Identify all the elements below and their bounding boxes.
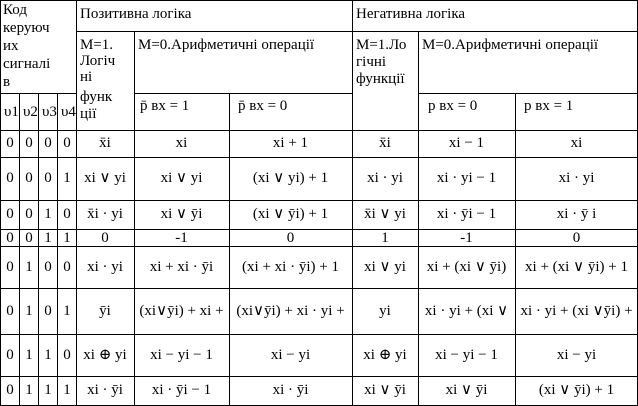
code-cell: 1 bbox=[63, 230, 71, 246]
v1-header: υ1 bbox=[4, 104, 19, 120]
formula-cell: xi ∨ ȳi bbox=[364, 382, 406, 398]
code-cell: 0 bbox=[6, 302, 14, 319]
codes-header-line-3: их bbox=[3, 38, 19, 54]
neg-p1-header: p вх = 1 bbox=[524, 98, 574, 114]
formula-cell: xi + 1 bbox=[272, 135, 309, 151]
pos-m1-line-4: функ bbox=[80, 89, 113, 105]
formula-cell: x̄i · yi bbox=[87, 206, 123, 222]
formula-cell: x̄i bbox=[379, 135, 391, 151]
code-cell: 0 bbox=[44, 258, 52, 275]
pos-m1-line-2: Логіч bbox=[80, 53, 116, 69]
formula-cell: yi bbox=[379, 302, 391, 319]
code-cell: 1 bbox=[44, 382, 52, 398]
formula-cell: xi · ȳi bbox=[272, 382, 309, 398]
formula-cell: xi · ȳi bbox=[87, 382, 123, 398]
neg-m0-header: М=0.Арифметичні операції bbox=[422, 37, 599, 53]
formula-cell: xi bbox=[175, 135, 188, 151]
v3-header: υ3 bbox=[42, 104, 57, 120]
formula-cell: xi · yi − 1 bbox=[436, 170, 497, 186]
code-cell: 0 bbox=[6, 346, 14, 363]
formula-cell: -1 bbox=[175, 230, 188, 246]
formula-cell: xi · yi + (xi ∨ȳi) + bbox=[520, 302, 633, 319]
formula-cell: 0 bbox=[572, 230, 581, 246]
formula-cell: -1 bbox=[460, 230, 473, 246]
pos-m1-line-5: ції bbox=[80, 106, 97, 122]
code-cell: 0 bbox=[25, 230, 33, 246]
v4-header: υ4 bbox=[61, 104, 76, 120]
formula-cell: (xi∨ȳi) + xi + bbox=[139, 302, 224, 319]
neg-p0-header: p вх = 0 bbox=[428, 98, 478, 114]
formula-cell: xi ∨ yi bbox=[364, 258, 406, 275]
code-cell: 0 bbox=[6, 258, 14, 275]
code-cell: 1 bbox=[63, 302, 71, 319]
code-cell: 1 bbox=[63, 170, 71, 186]
code-cell: 0 bbox=[25, 135, 33, 151]
formula-cell: x̄i bbox=[99, 135, 111, 151]
neg-m1-line-2: гічні bbox=[356, 54, 387, 70]
formula-cell: (xi ∨ ȳi) + 1 bbox=[252, 206, 329, 222]
codes-header-line-4: сигналі bbox=[3, 56, 51, 72]
formula-cell: xi ∨ yi bbox=[84, 170, 126, 186]
formula-cell: xi − yi bbox=[556, 346, 597, 363]
formula-cell: (xi + xi · ȳi) + 1 bbox=[242, 258, 339, 275]
formula-cell: xi − yi bbox=[270, 346, 311, 363]
formula-cell: xi + (xi ∨ ȳi) bbox=[426, 258, 507, 275]
code-cell: 0 bbox=[63, 346, 71, 363]
v2-header: υ2 bbox=[23, 104, 38, 120]
code-cell: 0 bbox=[6, 206, 14, 222]
codes-header-line-1: Код bbox=[3, 2, 27, 18]
code-cell: 0 bbox=[44, 135, 52, 151]
formula-cell: xi + xi · ȳi bbox=[149, 258, 214, 275]
code-cell: 0 bbox=[44, 302, 52, 319]
code-cell: 0 bbox=[63, 258, 71, 275]
formula-cell: xi − yi − 1 bbox=[435, 346, 498, 363]
formula-cell: xi · yi bbox=[87, 258, 123, 275]
code-cell: 0 bbox=[6, 230, 14, 246]
formula-cell: ȳi bbox=[99, 302, 111, 319]
formula-cell: 1 bbox=[381, 230, 389, 246]
code-cell: 1 bbox=[25, 258, 33, 275]
code-cell: 0 bbox=[63, 206, 71, 222]
code-cell: 0 bbox=[25, 170, 33, 186]
formula-cell: xi · yi + (xi ∨ bbox=[424, 302, 509, 319]
formula-cell: xi ⊕ yi bbox=[83, 346, 127, 363]
code-cell: 1 bbox=[25, 382, 33, 398]
codes-header-line-5: в bbox=[3, 74, 11, 90]
formula-cell: xi ∨ ȳi bbox=[445, 382, 488, 398]
formula-cell: x̄i ∨ yi bbox=[364, 206, 406, 222]
formula-cell: (xi ∨ ȳi) + 1 bbox=[538, 382, 615, 398]
formula-cell: xi · ȳ i bbox=[556, 206, 597, 222]
formula-cell: (xi ∨ yi) + 1 bbox=[252, 170, 329, 186]
code-cell: 1 bbox=[44, 206, 52, 222]
formula-cell: xi ∨ ȳi bbox=[160, 206, 203, 222]
pos-p1-header: p̄ вх = 1 bbox=[140, 98, 190, 114]
code-cell: 1 bbox=[25, 346, 33, 363]
formula-cell: xi − yi − 1 bbox=[150, 346, 213, 363]
code-cell: 0 bbox=[6, 382, 14, 398]
pos-m1-line-3: ні bbox=[80, 69, 93, 85]
code-cell: 0 bbox=[6, 135, 14, 151]
formula-cell: xi · ȳi − 1 bbox=[151, 382, 212, 398]
formula-cell: xi bbox=[570, 135, 583, 151]
code-cell: 1 bbox=[44, 346, 52, 363]
pos-p0-header: p̄ вх = 0 bbox=[238, 98, 288, 114]
formula-cell: xi · yi bbox=[367, 170, 403, 186]
code-cell: 0 bbox=[44, 170, 52, 186]
code-cell: 1 bbox=[63, 382, 71, 398]
formula-cell: xi + (xi ∨ ȳi) + 1 bbox=[525, 258, 628, 275]
code-cell: 1 bbox=[25, 302, 33, 319]
code-cell: 1 bbox=[44, 230, 52, 246]
negative-logic-header: Негативна логіка bbox=[356, 6, 466, 22]
code-cell: 0 bbox=[63, 135, 71, 151]
formula-cell: 0 bbox=[286, 230, 295, 246]
pos-m0-header: М=0.Арифметичні операції bbox=[138, 37, 315, 53]
neg-m1-line-3: функції bbox=[356, 71, 405, 87]
formula-cell: xi · yi bbox=[558, 170, 595, 186]
formula-cell: xi ∨ yi bbox=[160, 170, 203, 186]
formula-cell: 0 bbox=[101, 230, 109, 246]
pos-m1-line-1: М=1. bbox=[80, 37, 114, 53]
neg-m1-line-1: М=1.Ло bbox=[356, 37, 407, 53]
formula-cell: xi ⊕ yi bbox=[363, 346, 407, 363]
code-cell: 0 bbox=[6, 170, 14, 186]
positive-logic-header: Позитивна логіка bbox=[80, 6, 192, 22]
formula-cell: xi · ȳi − 1 bbox=[436, 206, 497, 222]
codes-header-line-2: керуюч bbox=[3, 20, 50, 36]
code-cell: 0 bbox=[25, 206, 33, 222]
formula-cell: xi − 1 bbox=[448, 135, 485, 151]
formula-cell: (xi∨ȳi) + xi · yi + bbox=[236, 302, 345, 319]
